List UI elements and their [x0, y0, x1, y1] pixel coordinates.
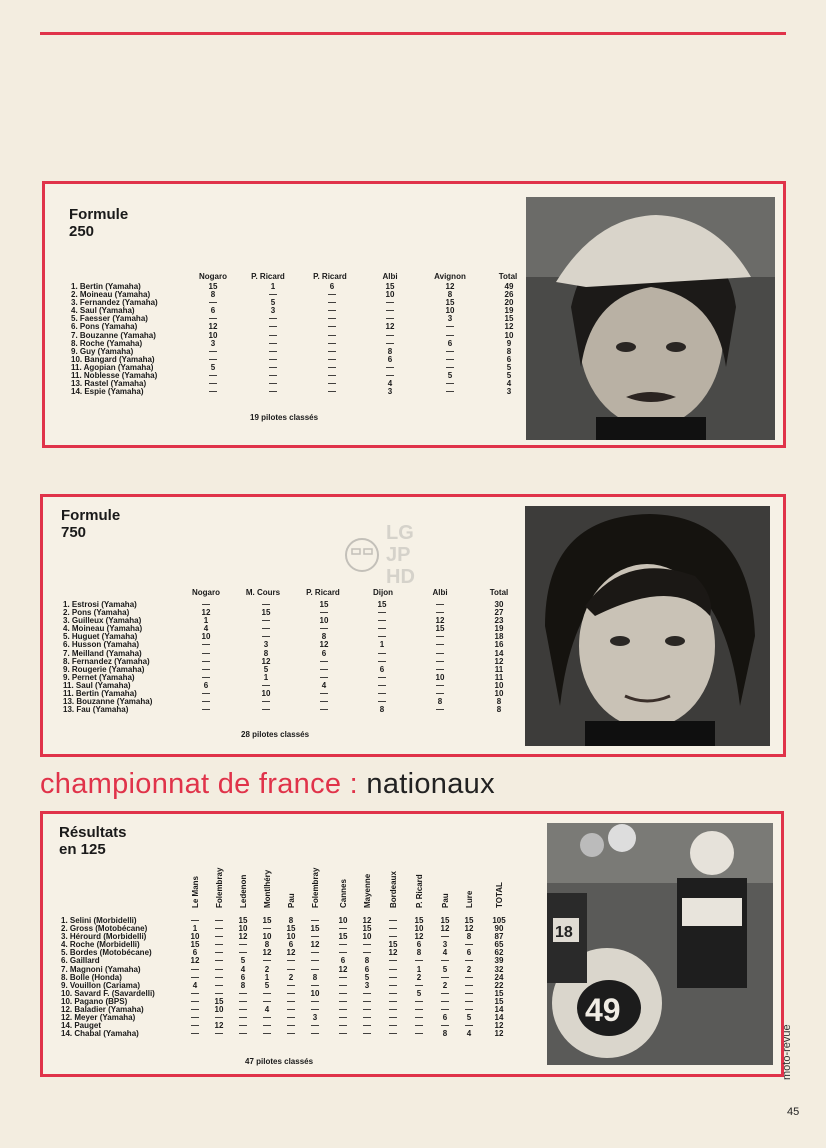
watermark-text-2: JP: [386, 544, 411, 566]
top-red-rule: [40, 32, 786, 35]
f250-col-total: 49 26 20 19 15 12 10 9 8 6 5 5 4 3: [504, 282, 514, 397]
r125-col-4: 8 15 10 6 12 — — 2 — — — — — — —: [286, 916, 296, 1039]
r125-header-4: Pau: [287, 893, 296, 908]
f250-footer: 19 pilotes classés: [250, 413, 319, 422]
r125-header-2: Ledenon: [239, 874, 248, 908]
f750-header-nogaro: Nogaro: [192, 588, 220, 597]
f750-col-total: 30 27 23 19 18 16 14 12 11 11 10 10 8 8: [494, 600, 504, 715]
r125-header-0: Le Mans: [191, 875, 200, 908]
f750-header-dijon: Dijon: [373, 588, 393, 597]
f250-header-avignon: Avignon: [434, 272, 466, 281]
r125-footer: 47 pilotes classés: [245, 1057, 314, 1066]
watermark-logo: [340, 515, 420, 595]
r125-header-3: Montlhéry: [263, 869, 272, 908]
f750-footer: 28 pilotes classés: [241, 730, 310, 739]
f750-col-pricard: 15 — 10 — 8 12 6 — — — 4 — — —: [319, 600, 329, 715]
r125-col-0: — 1 10 15 6 12 — — 4 — — — — — —: [190, 916, 200, 1039]
formule-250-title: Formule 250: [69, 206, 129, 240]
f750-col-albi: — — 12 15 — — — — — 10 — — 8 —: [435, 600, 445, 715]
f250-header-pricard-1: P. Ricard: [251, 272, 285, 281]
r125-header-12: TOTAL: [495, 882, 504, 908]
r125-col-10: 15 12 — 3 4 — 5 — 2 — — — 6 — 8: [440, 916, 450, 1039]
race-image: [547, 823, 773, 1065]
f750-header-albi: Albi: [432, 588, 448, 597]
svg-text:18: 18: [555, 924, 573, 941]
heading-black-part: nationaux: [366, 768, 495, 800]
r125-header-7: Mayenne: [363, 873, 372, 908]
r125-rider-list: 1. Selini (Morbidelli) 2. Gross (Motobécane) 3. Hérourd (Morbidelli) 4. Roche (Morbidelli) 5. Bordes (Motobécane) 6. Gaillard 7. Magnoni (Yamaha) 8. Bolle (Honda) 9. Vouillon (Cariama) 10. Savard F. (Savardelli) 10. Pagano (BPS) 12. Baladier (Yamaha) 12. Meyer (Yamaha) 14. Pauget 14. Chabal (Yamaha): [61, 916, 155, 1039]
f750-col-dijon: 15 — — — — 1 — — 6 — — — — 8: [377, 600, 387, 715]
r125-col-6: 10 — 15 — — 6 12 — — — — — — — —: [338, 916, 348, 1039]
f750-header-total: Total: [489, 588, 509, 597]
formule-250-panel: [42, 181, 786, 448]
page-number: 45: [787, 1106, 800, 1118]
f250-header-albi: Albi: [382, 272, 398, 281]
f250-header-total: Total: [498, 272, 518, 281]
f250-col-avignon: 12 8 15 10 3 — — 6 — — — 5 — —: [445, 282, 455, 397]
r125-header-1: Folembray: [215, 867, 224, 908]
r125-col-2: 15 10 12 — — 5 4 6 8 — — — — — —: [238, 916, 248, 1039]
f750-header-pricard: P. Ricard: [306, 588, 340, 597]
r125-col-5: — 15 — 12 — — — 8 — 10 — — 3 — —: [310, 916, 320, 1039]
portrait-image: [525, 506, 770, 746]
f750-col-nogaro: — 12 1 4 10 — — — — — 6 — — —: [201, 600, 211, 715]
heading-red-part: championnat de france: [40, 768, 342, 800]
r125-header-8: Bordeaux: [389, 871, 398, 908]
r125-col-7: 12 15 10 — — 8 6 5 3 — — — — — —: [362, 916, 372, 1039]
f750-col-mcours: — 15 — — — 3 8 12 5 1 — 10 — —: [261, 600, 271, 715]
r125-col-3: 15 — 10 8 12 — 2 1 5 — — 4 — — —: [262, 916, 272, 1039]
r125-col-9: 15 10 12 6 8 — 1 2 — 5 — — — — —: [414, 916, 424, 1039]
r125-header-11: Lure: [465, 890, 474, 908]
watermark-text-1: LG: [386, 522, 414, 544]
watermark-face-icon: [340, 515, 420, 595]
f250-header-nogaro: Nogaro: [199, 272, 227, 281]
r125-col-12: 105 90 87 65 62 39 32 24 22 15 15 14 14 12 12: [492, 916, 506, 1039]
results-125-panel: [40, 811, 784, 1077]
heading-colon: :: [341, 768, 367, 800]
rider-photo-250: [526, 197, 775, 440]
watermark-text-3: HD: [386, 566, 415, 588]
magazine-name: moto-revue: [781, 1024, 793, 1080]
championship-heading: [40, 768, 495, 801]
race-photo-125: [547, 823, 773, 1065]
r125-header-10: Pau: [441, 893, 450, 908]
formule-750-title: Formule 750: [61, 507, 121, 541]
r125-header-6: Cannes: [339, 879, 348, 908]
f250-header-pricard-2: P. Ricard: [313, 272, 347, 281]
f750-rider-list: 1. Estrosi (Yamaha) 2. Pons (Yamaha) 3. Guilleux (Yamaha) 4. Moineau (Yamaha) 5. Huguet (Yamaha) 6. Husson (Yamaha) 7. Meilland (Yamaha) 8. Fernandez (Yamaha) 9. Rougerie (Yamaha) 9. Pernet (Yamaha) 11. Saul (Yamaha) 11. Bertin (Yamaha) 13. Bouzanne (Yamaha) 13. Fau (Yamaha): [63, 600, 153, 715]
f750-header-mcours: M. Cours: [245, 588, 281, 597]
f250-rider-list: 1. Bertin (Yamaha) 2. Moineau (Yamaha) 3. Fernandez (Yamaha) 4. Saul (Yamaha) 5. Faesser (Yamaha) 6. Pons (Yamaha) 7. Bouzanne (Yamaha) 8. Roche (Yamaha) 9. Guy (Yamaha) 10. Bangard (Yamaha) 11. Agopian (Yamaha) 11. Noblesse (Yamaha) 13. Rastel (Yamaha) 14. Espie (Yamaha): [71, 282, 158, 397]
results-125-title: Résultats en 125: [59, 824, 127, 858]
f250-col-albi: 15 10 — — — 12 — — 8 6 — — 4 3: [385, 282, 395, 397]
r125-col-11: 15 12 8 — 6 — 2 — — — — — 5 — 4: [464, 916, 474, 1039]
r125-col-1: — — — — — — — — — — 15 10 — 12 —: [214, 916, 224, 1039]
r125-header-9: P. Ricard: [415, 874, 424, 908]
portrait-image: [526, 197, 775, 440]
f250-col-nogaro: 15 8 — 6 — 12 10 3 — — 5 — — —: [208, 282, 218, 397]
r125-header-5: Folembray: [311, 867, 320, 908]
f250-col-pricard-2: 6 — — — — — — — — — — — — —: [328, 282, 336, 397]
rider-photo-750: [525, 506, 770, 746]
r125-col-8: — — — 15 12 — — — — — — — — — —: [388, 916, 398, 1039]
f250-col-pricard-1: 1 — 5 3 — — — — — — — — — —: [269, 282, 277, 397]
svg-text:49: 49: [585, 992, 621, 1028]
